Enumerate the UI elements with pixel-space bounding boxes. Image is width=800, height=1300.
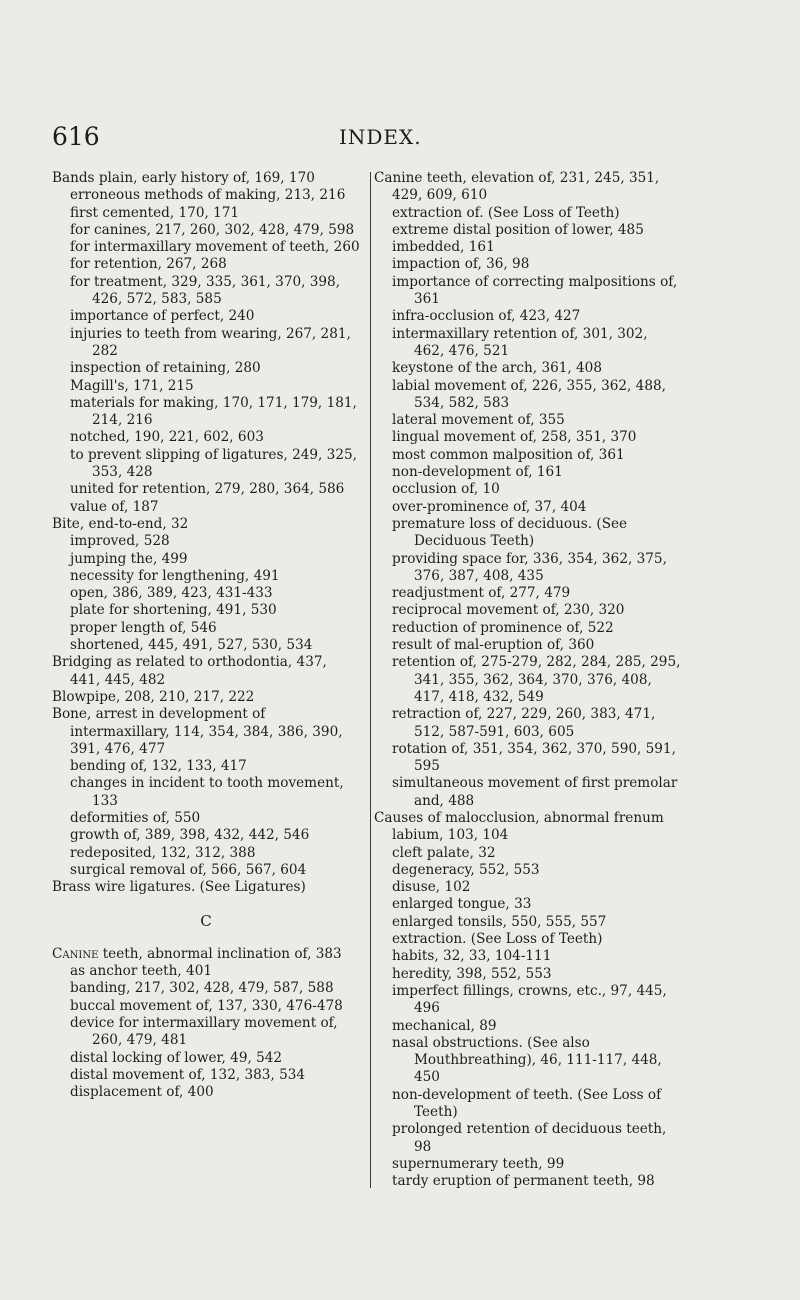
- index-subentry: lingual movement of, 258, 351, 370: [392, 429, 637, 446]
- canine-subentries: [52, 963, 360, 1101]
- index-subentry: jumping the, 499: [70, 550, 188, 567]
- page-number: 616: [52, 122, 100, 151]
- index-subentry: improved, 528: [70, 533, 170, 550]
- index-subentry: keystone of the arch, 361, 408: [392, 360, 602, 377]
- index-subentry: deformities of, 550: [70, 809, 201, 826]
- index-subentry: cleft palate, 32: [392, 844, 496, 861]
- index-subentry: supernumerary teeth, 99: [392, 1155, 565, 1172]
- index-entry-canine-cont: Canine teeth, elevation of, 231, 245, 351, 429, 609, 610: [374, 170, 660, 204]
- index-subentry: prolonged retention of deciduous teeth, 98: [392, 1121, 667, 1155]
- index-subentry: distal locking of lower, 49, 542: [70, 1049, 283, 1066]
- index-entry-bite: Bite, end-to-end, 32: [52, 515, 189, 532]
- index-subentry: extraction. (See Loss of Teeth): [392, 931, 603, 948]
- index-subentry: device for intermaxillary movement of, 260, 479, 481: [70, 1014, 338, 1049]
- index-subentry: impaction of, 36, 98: [392, 256, 530, 273]
- index-subentry: reciprocal movement of, 230, 320: [392, 602, 625, 619]
- index-subentry: inspection of retaining, 280: [70, 360, 261, 377]
- index-subentry: for retention, 267, 268: [70, 256, 227, 273]
- index-subentry: nasal obstructions. (See also Mouthbreathing), 46, 111-117, 448, 450: [392, 1034, 662, 1086]
- index-subentry: result of mal-eruption of, 360: [392, 637, 595, 654]
- index-subentry: providing space for, 336, 354, 362, 375, 376, 387, 408, 435: [392, 550, 667, 584]
- index-subentry: retention of, 275-279, 282, 284, 285, 295, 341, 355, 362, 364, 370, 376, 408, 417, 418, 432, 549: [392, 654, 681, 705]
- index-subentry: imperfect fillings, crowns, etc., 97, 445, 496: [392, 982, 667, 1017]
- index-subentry: as anchor teeth, 401: [70, 963, 212, 980]
- index-subentry: changes in incident to tooth movement, 133: [70, 775, 344, 809]
- index-entry-blowpipe: Blowpipe, 208, 210, 217, 222: [52, 688, 255, 705]
- index-subentry: for treatment, 329, 335, 361, 370, 398, 426, 572, 583, 585: [70, 273, 341, 308]
- canine-heading: Canine: [52, 945, 99, 962]
- index-subentry: for canines, 217, 260, 302, 428, 479, 598: [70, 221, 355, 238]
- index-subentry: erroneous methods of making, 213, 216: [70, 187, 346, 204]
- section-letter-c: C: [200, 912, 212, 931]
- index-subentry: notched, 190, 221, 602, 603: [70, 429, 264, 446]
- bone-subentries: [52, 758, 360, 879]
- causes-subentries: [374, 845, 682, 1191]
- index-entry-bands: Bands plain, early history of, 169, 170: [52, 170, 315, 186]
- index-entry-brass: Brass wire ligatures. (See Ligatures): [52, 879, 306, 896]
- index-subentry: first cemented, 170, 171: [70, 204, 240, 221]
- index-subentry: enlarged tongue, 33: [392, 896, 532, 913]
- index-subentry: open, 386, 389, 423, 431-433: [70, 585, 273, 602]
- index-subentry: for intermaxillary movement of teeth, 260: [70, 239, 360, 256]
- index-subentry: injuries to teeth from wearing, 267, 281, 282: [70, 325, 351, 359]
- index-subentry: united for retention, 279, 280, 364, 586: [70, 481, 345, 498]
- index-subentry: buccal movement of, 137, 330, 476-478: [70, 997, 343, 1014]
- index-subentry: importance of correcting malpositions of, 361: [392, 273, 678, 308]
- index-subentry: most common malposition of, 361: [392, 446, 625, 463]
- index-subentry: non-development of teeth. (See Loss of Teeth): [392, 1086, 662, 1121]
- index-subentry: materials for making, 170, 171, 179, 181, 214, 216: [70, 394, 357, 429]
- index-column-right: [374, 170, 682, 1191]
- page-header: [0, 122, 800, 158]
- index-subentry: imbedded, 161: [392, 239, 495, 256]
- index-subentry: extreme distal position of lower, 485: [392, 221, 644, 238]
- index-subentry: growth of, 389, 398, 432, 442, 546: [70, 827, 310, 844]
- index-subentry: infra-occlusion of, 423, 427: [392, 308, 581, 325]
- index-subentry: mechanical, 89: [392, 1017, 497, 1034]
- page-title: INDEX.: [339, 125, 422, 149]
- index-entry-bone: Bone, arrest in development of intermaxillary, 114, 354, 384, 386, 390, 391, 476, 477: [52, 706, 343, 757]
- index-subentry: surgical removal of, 566, 567, 604: [70, 861, 307, 878]
- index-entry-causes: Causes of malocclusion, abnormal frenum labium, 103, 104: [374, 809, 664, 844]
- bite-subentries: [52, 533, 360, 654]
- index-subentry: rotation of, 351, 354, 362, 370, 590, 591, 595: [392, 740, 676, 775]
- index-subentry: degeneracy, 552, 553: [392, 861, 540, 878]
- index-subentry: enlarged tonsils, 550, 555, 557: [392, 913, 607, 930]
- index-subentry: extraction of. (See Loss of Teeth): [392, 204, 620, 221]
- index-subentry: lateral movement of, 355: [392, 412, 565, 429]
- bands-subentries: [52, 187, 360, 516]
- index-subentry: Magill's, 171, 215: [70, 377, 194, 394]
- index-subentry: intermaxillary retention of, 301, 302, 462, 476, 521: [392, 325, 648, 359]
- index-subentry: tardy eruption of permanent teeth, 98: [392, 1173, 655, 1190]
- index-subentry: non-development of, 161: [392, 464, 563, 481]
- index-subentry: retraction of, 227, 229, 260, 383, 471, 512, 587-591, 603, 605: [392, 706, 656, 740]
- index-subentry: labial movement of, 226, 355, 362, 488, 534, 582, 583: [392, 377, 666, 411]
- index-subentry: displacement of, 400: [70, 1084, 214, 1101]
- index-subentry: proper length of, 546: [70, 619, 217, 636]
- index-subentry: importance of perfect, 240: [70, 308, 255, 325]
- index-subentry: banding, 217, 302, 428, 479, 587, 588: [70, 980, 334, 997]
- index-subentry: shortened, 445, 491, 527, 530, 534: [70, 637, 313, 654]
- index-subentry: disuse, 102: [392, 879, 471, 896]
- canine-cont-subentries: [374, 205, 682, 810]
- index-subentry: bending of, 132, 133, 417: [70, 758, 247, 775]
- index-subentry: redeposited, 132, 312, 388: [70, 844, 256, 861]
- index-subentry: simultaneous movement of first premolar and, 488: [392, 775, 678, 809]
- index-entry-bridging: Bridging as related to orthodontia, 437, 441, 445, 482: [52, 654, 327, 688]
- index-subentry: plate for shortening, 491, 530: [70, 602, 277, 619]
- column-divider: [370, 172, 371, 1188]
- index-subentry: value of, 187: [70, 498, 159, 515]
- canine-heading-rest: teeth, abnormal inclination of, 383: [98, 945, 342, 962]
- index-subentry: habits, 32, 33, 104-111: [392, 948, 552, 965]
- index-subentry: over-prominence of, 37, 404: [392, 498, 587, 515]
- index-subentry: heredity, 398, 552, 553: [392, 965, 552, 982]
- index-column-left: [52, 170, 360, 1101]
- index-entry-canine: [52, 946, 360, 963]
- index-subentry: to prevent slipping of ligatures, 249, 325, 353, 428: [70, 446, 357, 481]
- index-subentry: necessity for lengthening, 491: [70, 567, 280, 584]
- index-subentry: distal movement of, 132, 383, 534: [70, 1066, 306, 1083]
- index-subentry: occlusion of, 10: [392, 481, 500, 498]
- index-subentry: readjustment of, 277, 479: [392, 585, 571, 602]
- index-subentry: reduction of prominence of, 522: [392, 619, 614, 636]
- index-subentry: premature loss of deciduous. (See Deciduous Teeth): [392, 515, 628, 550]
